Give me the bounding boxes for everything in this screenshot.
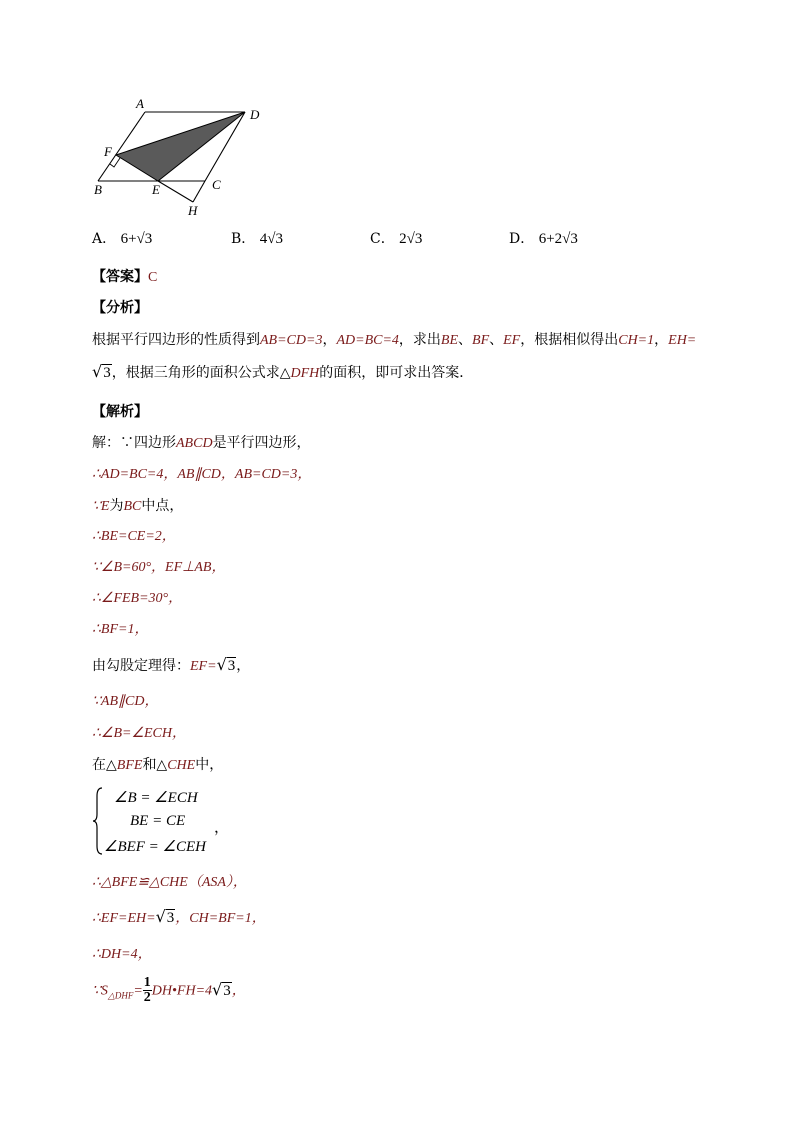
option-b-value: 4√3 [259, 231, 283, 247]
extension-ch [193, 181, 205, 202]
solution-line3: ∵E为BC中点， [92, 498, 184, 514]
label-d: D [250, 107, 260, 122]
label-h: H [188, 203, 198, 218]
label-b: B [94, 182, 102, 197]
equation-row-1: ∠B = ∠ECH [114, 790, 198, 806]
answer-options [92, 228, 712, 252]
equation-row-3: ∠BEF = ∠CEH [104, 839, 207, 855]
answer-tag: 【答案】 [92, 269, 148, 285]
answer-value: C [148, 270, 158, 285]
solution-tag: 【解析】 [92, 404, 148, 420]
sqrt-three: √3 [216, 655, 236, 674]
option-a: A． 6+√3 [92, 231, 153, 247]
label-c: C [212, 177, 221, 192]
solution-line14: ∴DH=4， [92, 947, 152, 962]
option-b: B． 4√3 [231, 231, 283, 247]
left-brace [92, 786, 104, 856]
solution-line6: ∴∠FEB=30°， [92, 591, 183, 606]
option-c: C． 2√3 [370, 231, 423, 247]
solution-line8: 由勾股定理得：EF=√3， [92, 655, 251, 674]
equation-row-2: BE = CE [130, 813, 186, 829]
label-e: E [152, 182, 160, 197]
parallelogram-figure [88, 92, 278, 222]
solution-line15: $\because S_{\triangle DHF}=$ $\frac{1}{2}$ DH•FH=4√3， [92, 975, 246, 1005]
solution-line4: ∴BE=CE=2， [92, 529, 176, 544]
option-d: D． 6+2√3 [509, 231, 578, 247]
segment-eh [158, 181, 193, 202]
label-a: A [136, 96, 144, 111]
sqrt-three: √3 [155, 907, 175, 926]
solution-line2: ∴AD=BC=4，AB∥CD，AB=CD=3， [92, 467, 312, 482]
equation-comma: ， [214, 820, 230, 836]
answer-line [92, 267, 157, 288]
shaded-triangle [116, 112, 245, 181]
solution-line5: ∵∠B=60°，EF⊥AB， [92, 560, 226, 575]
solution-line12: ∴△BFE≌△CHE（ASA）， [92, 875, 247, 890]
option-a-value: 6+√3 [120, 231, 153, 247]
analysis-paragraph-line2: √3，根据三角形的面积公式求△DFH的面积，即可求出答案． [92, 362, 474, 381]
solution-line9: ∵AB∥CD， [92, 694, 159, 709]
option-c-value: 2√3 [399, 231, 423, 247]
label-f: F [104, 144, 112, 159]
equation-system [92, 786, 252, 858]
solution-line10: ∴∠B=∠ECH， [92, 726, 187, 741]
solution-line1: 解：∵四边形ABCD是平行四边形， [92, 435, 311, 451]
analysis-tag: 【分析】 [92, 300, 148, 316]
sqrt-three: √3 [212, 979, 231, 999]
solution-line7: ∴BF=1， [92, 622, 149, 637]
right-angle-mark [110, 158, 120, 167]
solution-line11: 在△BFE和△CHE中， [92, 757, 224, 773]
option-d-value: 6+2√3 [538, 231, 578, 247]
fraction-one-half: $\frac{1}{2}$ [143, 975, 151, 1005]
sqrt-three: √3 [92, 362, 111, 381]
analysis-paragraph-line1: 根据平行四边形的性质得到AB=CD=3，AD=BC=4，求出BE、BF、EF，根据相似得出CH=1，EH= [92, 332, 697, 348]
solution-line13: ∴EF=EH=√3，CH=BF=1， [92, 907, 266, 926]
